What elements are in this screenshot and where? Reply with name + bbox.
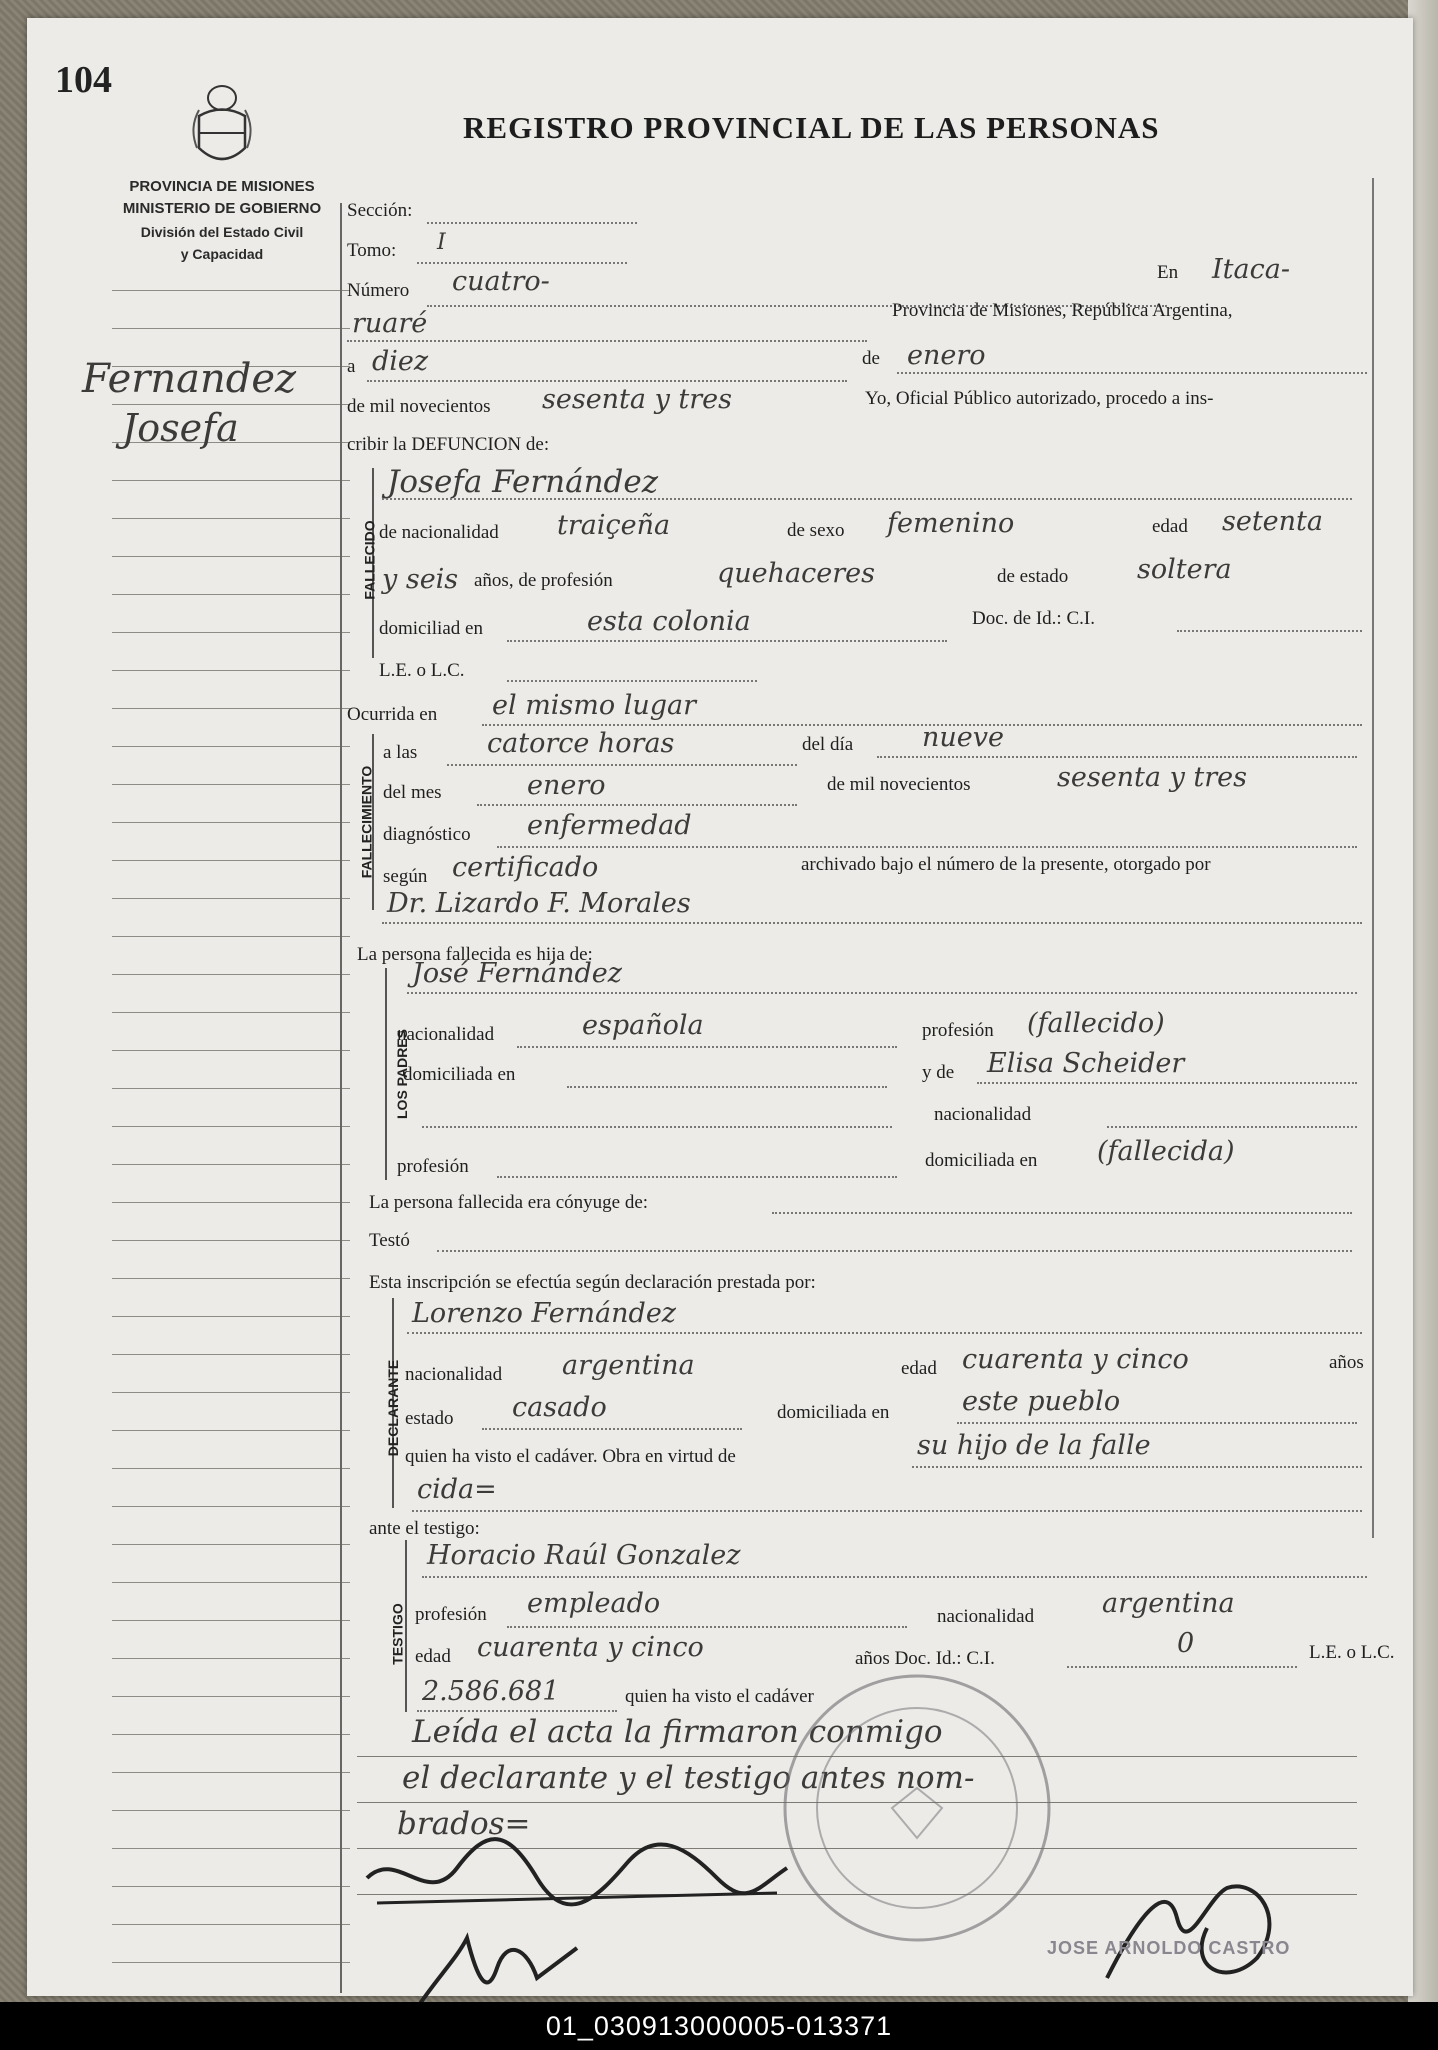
margin-rule-line (112, 936, 350, 937)
margin-rule-line (112, 518, 350, 519)
value-t-doc: 0 (1177, 1628, 1195, 1659)
value-declarante: Lorenzo Fernández (412, 1298, 677, 1329)
side-label-testigo: TESTIGO (389, 1603, 406, 1665)
margin-rule-line (112, 1620, 350, 1621)
label-nacionalidad: de nacionalidad (379, 522, 499, 543)
d-dom-line (957, 1420, 1357, 1424)
margin-rule-line (112, 746, 350, 747)
label-le-lc: L.E. o L.C. (379, 660, 465, 681)
value-leida-3: brados= (397, 1806, 531, 1842)
label-de-mil-2: de mil novecientos (827, 774, 971, 795)
value-padre: José Fernández (412, 958, 623, 989)
margin-rule-line (112, 1506, 350, 1507)
value-numero: cuatro- (452, 266, 550, 297)
label-anos-profesion: años, de profesión (474, 570, 613, 591)
label-padre-nacionalidad: nacionalidad (397, 1024, 495, 1045)
label-seccion: Sección: (347, 200, 413, 221)
label-padre-domiciliada: domiciliada en (403, 1064, 516, 1085)
value-padre-nac: española (582, 1010, 704, 1041)
value-leida-2: el declarante y el testigo antes nom- (402, 1760, 975, 1796)
value-edad2: y seis (382, 564, 459, 595)
margin-rule-line (112, 556, 350, 557)
label-t-le: L.E. o L.C. (1309, 1642, 1395, 1663)
margin-rule-line (112, 404, 350, 405)
d-obra-line (912, 1464, 1362, 1468)
margin-rule-line (112, 328, 350, 329)
value-tomo: I (437, 230, 446, 255)
side-label-fallecimiento: FALLECIMIENTO (358, 765, 375, 879)
lugar-line (347, 338, 867, 342)
folio-text: 104 (55, 59, 112, 101)
label-segun: según (383, 866, 428, 887)
value-madre: Elisa Scheider (987, 1048, 1185, 1079)
padre-line (407, 990, 1357, 994)
margin-rule-line (112, 1088, 350, 1089)
t-ci-line (417, 1708, 617, 1712)
value-padre-prof: (fallecido) (1027, 1008, 1165, 1039)
t-prof-line (507, 1624, 907, 1628)
madre-extra-line (422, 1124, 892, 1128)
margin-rule-line (112, 1886, 350, 1887)
padre-dom-line (567, 1084, 887, 1088)
value-hora: catorce horas (487, 728, 675, 759)
seccion-line (427, 220, 637, 224)
mes-fallec-line (477, 802, 797, 806)
label-madre-profesion: profesión (397, 1156, 469, 1177)
coat-of-arms-icon (187, 78, 257, 178)
label-t-anos-doc: años Doc. Id.: C.I. (855, 1648, 995, 1669)
margin-rule-line (112, 898, 350, 899)
label-tomo: Tomo: (347, 240, 397, 261)
margin-rule-line (112, 1240, 350, 1241)
register-page (27, 18, 1413, 1996)
margin-rule-line (112, 1848, 350, 1849)
label-cribir: cribir la DEFUNCION de: (347, 434, 550, 455)
label-a-las: a las (383, 742, 418, 763)
value-nombre: Josefa Fernández (387, 464, 659, 500)
label-d-domiciliada: domiciliada en (777, 1402, 890, 1423)
margin-rule-line (112, 1050, 350, 1051)
value-t-nac: argentina (1102, 1588, 1235, 1619)
value-domicilio: esta colonia (587, 606, 751, 637)
madre-nac-line (1107, 1124, 1357, 1128)
label-t-quien: quien ha visto el cadáver (625, 1686, 814, 1707)
tomo-line (417, 260, 627, 264)
margin-rule-line (112, 1544, 350, 1545)
margin-rule-line (112, 1392, 350, 1393)
padres-bracket (385, 968, 387, 1180)
folio-number (55, 58, 112, 102)
margin-rule-line (112, 480, 350, 481)
declarant-signature (357, 1808, 797, 1928)
margin-rule-line (112, 1582, 350, 1583)
value-mes: enero (907, 340, 986, 371)
t-doc-line (1067, 1664, 1297, 1668)
label-ante-testigo: ante el testigo: (369, 1518, 480, 1539)
margin-rule-line (112, 1772, 350, 1773)
value-d-nac: argentina (562, 1350, 695, 1381)
label-t-nacionalidad: nacionalidad (937, 1606, 1035, 1627)
label-conyuge: La persona fallecida era cónyuge de: (369, 1192, 649, 1213)
image-caption: 01_030913000005-013371 (0, 2002, 1438, 2050)
margin-rule-line (112, 822, 350, 823)
domicilio-line (507, 638, 947, 642)
label-diagnostico: diagnóstico (383, 824, 471, 845)
label-de-estado: de estado (997, 566, 1069, 587)
le-lc-line (507, 678, 757, 682)
label-yo-oficial: Yo, Oficial Público autorizado, procedo a ins- (865, 388, 1214, 409)
agency-line-2: MINISTERIO DE GOBIERNO (122, 200, 322, 217)
margin-rule-line (112, 1658, 350, 1659)
label-inscripcion: Esta inscripción se efectúa según declaración prestada por: (369, 1272, 816, 1293)
page-title: REGISTRO PROVINCIAL DE LAS PERSONAS (463, 110, 1160, 145)
margin-rule-line (112, 860, 350, 861)
value-d-obra: su hijo de la falle (917, 1430, 1151, 1461)
label-numero: Número (347, 280, 410, 301)
label-archivado: archivado bajo el número de la presente, otorgado por (801, 854, 1211, 875)
margin-rule-line (112, 1164, 350, 1165)
medico-line (382, 920, 1362, 924)
officer-name-stamp: JOSE ARNOLDO CASTRO (1047, 1938, 1291, 1958)
value-d-edad: cuarenta y cinco (962, 1344, 1189, 1375)
value-diagnostico: enfermedad (527, 810, 692, 841)
margin-note-surname: Fernandez (82, 356, 297, 402)
dia-line (367, 378, 847, 382)
margin-rule-line (112, 1810, 350, 1811)
value-profesion: quehaceres (717, 558, 875, 589)
margin-note-name: Josefa (122, 406, 239, 450)
agency-line-4: y Capacidad (180, 246, 264, 262)
value-nacionalidad: traiçeña (557, 510, 671, 541)
margin-rule-line (112, 1316, 350, 1317)
d-obra2-line (412, 1508, 1362, 1512)
hora-line (447, 762, 797, 766)
label-d-edad: edad (901, 1358, 937, 1379)
margin-rule-line (112, 1430, 350, 1431)
d-estado-line (482, 1426, 742, 1430)
label-madre-nacionalidad: nacionalidad (934, 1104, 1032, 1125)
label-testo: Testó (369, 1230, 410, 1251)
side-label-padres: LOS PADRES (393, 1029, 410, 1119)
label-de-mil: de mil novecientos (347, 396, 491, 417)
value-madre-dom: (fallecida) (1097, 1136, 1235, 1167)
label-de: de (862, 348, 880, 369)
value-ocurrida: el mismo lugar (492, 690, 697, 721)
conyuge-line (772, 1210, 1352, 1214)
declarante-line (407, 1330, 1362, 1334)
value-testigo: Horacio Raúl Gonzalez (427, 1540, 741, 1571)
value-t-edad: cuarenta y cinco (477, 1632, 704, 1663)
margin-rule-line (112, 1278, 350, 1279)
margin-rule-line (112, 1962, 350, 1963)
value-dia-fallec: nueve (922, 722, 1004, 753)
label-en: En (1157, 262, 1179, 283)
margin-rule-line (112, 1734, 350, 1735)
margin-rule-line (112, 1696, 350, 1697)
form-right-border (1372, 178, 1374, 1538)
label-d-nacionalidad: nacionalidad (405, 1364, 503, 1385)
margin-rule-line (112, 1924, 350, 1925)
agency-line-3: División del Estado Civil (140, 224, 304, 240)
label-sexo: de sexo (787, 520, 845, 541)
label-del-mes: del mes (383, 782, 442, 803)
value-anio: sesenta y tres (542, 384, 733, 415)
label-hija-de: La persona fallecida es hija de: (357, 944, 593, 965)
value-mes-fallec: enero (527, 770, 606, 801)
value-estado: soltera (1137, 554, 1232, 585)
label-padre-profesion: profesión (922, 1020, 994, 1041)
margin-rule-line (112, 1354, 350, 1355)
form-left-border (340, 203, 342, 1993)
value-lugar: Itaca- (1212, 254, 1290, 285)
value-d-estado: casado (512, 1392, 607, 1423)
label-provincia: Provincia de Misiones, República Argentina, (892, 300, 1233, 321)
official-seal-stamp (772, 1658, 1062, 1958)
label-d-estado: estado (405, 1408, 454, 1429)
label-del-dia: del día (802, 734, 854, 755)
testigo-line (422, 1574, 1367, 1578)
value-dia: diez (372, 346, 429, 377)
margin-rule-line (112, 708, 350, 709)
officer-signature (1087, 1858, 1307, 1998)
madre-line (977, 1080, 1357, 1084)
label-a: a (347, 356, 356, 377)
testo-line (437, 1248, 1352, 1252)
value-segun: certificado (452, 852, 599, 883)
agency-line-1: PROVINCIA DE MISIONES (129, 178, 315, 195)
margin-rule-line (112, 670, 350, 671)
value-anio-fallec: sesenta y tres (1057, 762, 1248, 793)
margin-rule-line (112, 632, 350, 633)
margin-rule-line (112, 784, 350, 785)
nombre-line (382, 496, 1352, 500)
label-madre-domiciliada: domiciliada en (925, 1150, 1038, 1171)
value-lugar2: ruaré (352, 308, 428, 339)
label-t-profesion: profesión (415, 1604, 487, 1625)
label-y-de: y de (922, 1062, 955, 1083)
value-t-ci: 2.586.681 (422, 1676, 560, 1707)
label-ocurrida: Ocurrida en (347, 704, 438, 725)
margin-rule-line (112, 1468, 350, 1469)
label-doc-id: Doc. de Id.: C.I. (972, 608, 1095, 629)
diagnostico-line (497, 844, 1357, 848)
margin-rule-line (112, 1012, 350, 1013)
margin-rule-line (112, 1126, 350, 1127)
margin-rule-line (112, 594, 350, 595)
value-sexo: femenino (887, 508, 1015, 539)
label-domiciliada: domiciliad en (379, 618, 483, 639)
value-d-obra2: cida= (417, 1474, 497, 1505)
label-edad: edad (1152, 516, 1188, 537)
label-quien-visto: quien ha visto el cadáver. Obra en virtud de (405, 1446, 736, 1467)
value-t-prof: empleado (527, 1588, 661, 1619)
label-t-edad: edad (415, 1646, 451, 1667)
value-leida-1: Leída el acta la firmaron conmigo (412, 1714, 943, 1750)
side-label-declarante: DECLARANTE (385, 1359, 402, 1457)
value-d-dom: este pueblo (962, 1386, 1121, 1417)
label-d-anos: años (1329, 1352, 1364, 1373)
mes-line (897, 370, 1367, 374)
dia-fallec-line (877, 754, 1357, 758)
padre-nac-line (517, 1044, 897, 1048)
madre-prof-line (497, 1174, 897, 1178)
margin-rule-line (112, 290, 350, 291)
value-edad: setenta (1222, 506, 1323, 537)
doc-id-line (1177, 628, 1362, 632)
margin-rule-line (112, 974, 350, 975)
margin-rule-line (112, 1202, 350, 1203)
side-label-fallecido: FALLECIDO (361, 520, 378, 600)
value-medico: Dr. Lizardo F. Morales (387, 888, 691, 919)
